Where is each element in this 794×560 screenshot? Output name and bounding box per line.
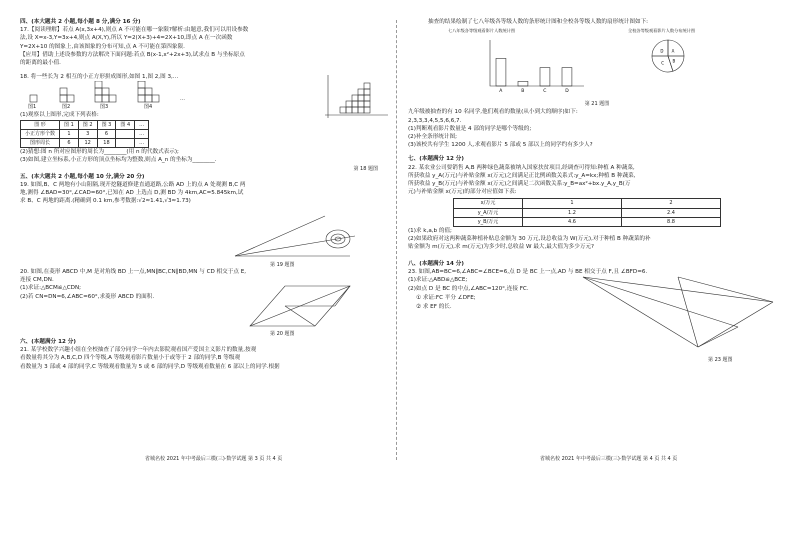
bar-label-A: A <box>499 89 503 95</box>
q22-sub2b: 贴金额为 m(万元),求 m(万元)为多少时,总收益 W 最大,最大值为多少万元? <box>408 244 595 251</box>
table-row <box>454 208 721 217</box>
bar-chart <box>478 36 588 96</box>
q21-line1: 21. 某学校数学兴趣小组在全校抽查了部分同学一年内去影院观看国产爱国主义影片的数量,按观 <box>20 347 257 354</box>
section5-title: 五、(本大题共 2 小题,每小题 10 分,满分 20 分) <box>20 173 145 180</box>
table-cell: 6 <box>97 129 116 138</box>
page3-footer: 省城名校 2021 年中考最后三模(三)·数学试题 第 3 页 共 4 页 <box>145 456 283 462</box>
table-cell: 图 2 <box>78 120 97 129</box>
q23-area <box>408 276 786 366</box>
table-cell <box>116 139 135 148</box>
bar-chart-axes <box>490 40 584 86</box>
q18-square-figures <box>20 81 220 111</box>
fig21-caption: 第 21 题图 <box>584 101 610 108</box>
table-cell: y_A/万元 <box>454 208 523 217</box>
chart2-title: 全校各等级观看影片人数分布统计图 <box>628 28 696 34</box>
bar-label-D: D <box>565 89 569 95</box>
exam-page-4 <box>408 18 786 528</box>
table-cell: 小正方形个数 <box>21 129 60 138</box>
q19-line2: 地,测得 ∠BAD=30°,∠CAD=60°,已知在 AD 上选点 D,测 BD 为 4km,AC=5.845km,试 <box>20 190 244 197</box>
table-cell: 8.8 <box>622 217 721 226</box>
q20-sub1: (1)求证:△BCM≌△CDN; <box>20 285 82 292</box>
table-cell: 2.4 <box>622 208 721 217</box>
table-row <box>21 129 149 138</box>
bar-label-C: C <box>543 89 547 95</box>
section7-title: 七、(本题满分 12 分) <box>408 156 464 163</box>
pie-label-D: D <box>660 48 664 54</box>
table-cell: 18 <box>97 139 116 148</box>
q22-line1: 22. 某农业公司要销售 A,B 两种绿色蔬菜被纳入国家扶贫项目,经调查可得知:种植 A 种蔬菜, <box>408 164 635 171</box>
q21-line3: 看数量为 3 部或 4 部的同学,C 等级观看数量为 5 或 6 部的同学,D 等级观看数量在 6 部以上的同学.根据 <box>20 363 280 370</box>
q21-line2: 看数量将其分为 A,B,C,D 四个等级,A 等级观看影片数量小于或等于 2 部的同学,B 等级观 <box>20 355 241 362</box>
fig2-square <box>60 88 67 95</box>
bar-C <box>540 68 550 86</box>
q20-line2: 连接 CM,DN. <box>20 276 54 283</box>
q19-line3: 求 B、C 两地的距离.(精确到 0.1 km,参考数据:√2≈1.41,√3≈1.73) <box>20 198 191 205</box>
page4-footer: 省城名校 2021 年中考最后三模(三)·数学试题 第 4 页 共 4 页 <box>540 456 678 462</box>
section4-title: 四、(本大题共 2 小题,每小题 8 分,满分 16 分) <box>20 19 141 25</box>
bar-B <box>518 82 528 87</box>
q21-intro: 抽查的结果绘制了七八年级各等级人数的条形统计图和全校各等级人数的扇形统计图如下: <box>428 19 649 25</box>
q21-text2: 2,3,3,3,4,5,5,6,6,7. <box>408 117 462 124</box>
bar-D <box>562 68 572 86</box>
q17-line1: 17.【阅读理解】若点 A(x,3x+4),则点 A 不可能在哪一象限?解析:由题意,我们可以用设参数 <box>20 27 249 34</box>
pie-chart <box>648 36 698 76</box>
q23-sub2b: ② 求 EF 的长. <box>416 304 452 311</box>
exam-page-3 <box>20 18 398 528</box>
q20-sub2: (2)若 CN=DN=6,∠ABC=60°,求菱形 ABCD 的面积. <box>20 294 155 301</box>
fig-ellipsis: … <box>180 96 185 103</box>
q23-sub1: (1)求证:△ABD≌△BCE; <box>408 277 468 284</box>
fig2-square <box>60 95 67 102</box>
pie-label-B: B <box>672 58 676 64</box>
fig2-square <box>67 95 74 102</box>
q22-line4: 元)与补贴金额 x(万元)的部分对应值如下表: <box>408 189 517 196</box>
table-row <box>454 199 721 208</box>
q18-sub1: (1)观察以上图形,完成下列表格: <box>20 112 99 119</box>
q22-sub2: (2)如果政府对这两种蔬菜种植补贴总金额为 30 万元,设总收益为 W(万元),对于种植 B 种蔬菜的补 <box>408 236 651 243</box>
q18-line1: 18. 将一些长为 2 相互的小正方形拼成图形,如图 1,图 2,图 3,… <box>20 74 179 81</box>
q23-sub2a: ① 求证:FC 平分 ∠DFE; <box>416 295 476 302</box>
bar-A <box>496 59 506 87</box>
fig4-label: 图4 <box>144 104 153 111</box>
bar-label-B: B <box>521 89 525 95</box>
table-cell: 3 <box>78 129 97 138</box>
table-cell: y_B/万元 <box>454 217 523 226</box>
q17-line5: 的距离的最小值. <box>20 60 61 67</box>
q20-rhombus-figure <box>240 276 360 332</box>
q17-line3: Y=2X+10 的图象上,由该图象的分布可知,点 A 不可能在第四象限. <box>20 43 185 50</box>
q17-line4: 【应用】借助上述设参数的方法解决下面问题:若点 B(x-1,x²+2x+3),试求点 B 与坐标原点 <box>20 51 245 58</box>
table-cell <box>116 129 135 138</box>
q18-sub3: (3)如图,建立坐标系,小正方形的顶点坐标均为整数,则点 A_n 的坐标为________. <box>20 157 217 164</box>
pie-label-A: A <box>671 48 675 54</box>
q23-triangle-figure <box>578 272 778 354</box>
q18-table <box>20 120 149 149</box>
q21-sub3: (3)该校共有学生 1200 人,求观看影片 5 部或 5 部以上的同学约有多少人? <box>408 142 593 149</box>
q17-line2: 法,设 X=x-3,Y=3x+4,则点 A(X,Y),所以 Y=2(X+3)+4=2X+10,即点 A 在一次函数 <box>20 35 233 42</box>
fig2-label: 图2 <box>62 104 71 111</box>
table-cell: 1 <box>523 199 622 208</box>
fig1-label: 图1 <box>28 104 37 111</box>
q22-line3: 所获收益 y_B(万元)与补贴金额 x(万元)之间满足二次函数关系:y_B=ax²+bx.y_A,y_B(万 <box>408 181 631 188</box>
table-cell: 1.2 <box>523 208 622 217</box>
table-cell: 图 1 <box>60 120 79 129</box>
section8-title: 八、(本题满分 14 分) <box>408 260 464 267</box>
q23-sub2: (2)如点 D 是 BC 的中点,∠ABC=120°,连接 FC. <box>408 286 529 293</box>
table-row <box>21 120 149 129</box>
q18-sub2: (2)猜想:图 n 所对应图形的周长为________(用 n 的代数式表示); <box>20 149 179 156</box>
fig23-caption: 第 23 题图 <box>708 357 733 364</box>
q20-line1: 20. 如图,在菱形 ABCD 中,M 是对角线 BD 上一点,MN∥BC,CN∥BD,MN 与 CD 相交于点 E, <box>20 268 247 275</box>
q21-sub1: (1)判断观看影片数量是 4 部的同学是哪个等级的; <box>408 125 532 132</box>
q21-sub2: (2)补全条形统计图; <box>408 134 457 141</box>
fig3-label: 图3 <box>100 104 109 111</box>
table-cell: 2 <box>622 199 721 208</box>
chart1-title: 七八年级各等级观看影片人数统计图 <box>448 28 516 34</box>
q23-line1: 23. 如图,AB=BC=6,∠ABC=∠BCE=6,点 D 是 BC 上一点,AD 与 BE 相交于点 F,且 ∠BFD=6. <box>408 268 648 275</box>
pie-label-C: C <box>661 60 665 66</box>
pie-slice-A <box>668 40 684 56</box>
table-cell: 4.6 <box>523 217 622 226</box>
q18-figures <box>20 81 398 111</box>
q22-sub1: (1)求 k,a,b 的值; <box>408 228 452 235</box>
q19-line1: 19. 如图,B、C 两地有小山阻隔,现开挖隧道修建直通道路,公路 AD 上的点 A 处观测 B,C 两 <box>20 182 246 189</box>
q18-coordinate-figure <box>320 73 390 121</box>
q22-table <box>453 198 721 227</box>
q19-geometry-figure <box>230 206 360 261</box>
table-cell: … <box>135 120 149 129</box>
table-cell: 图 形 <box>21 120 60 129</box>
section6-title: 六、(本题满分 12 分) <box>20 339 76 346</box>
table-cell: … <box>135 129 149 138</box>
table-row <box>21 139 149 148</box>
table-cell: 1 <box>60 129 79 138</box>
fig18-caption: 第 18 题图 <box>353 165 378 172</box>
table-cell: 图 4 <box>116 120 135 129</box>
q20-area <box>20 284 398 338</box>
q22-line2: 所获收益 y_A(万元)与补贴金额 x(万元)之间满足正比例函数关系式:y_A=kx;种植 B 种蔬菜, <box>408 172 636 179</box>
table-cell: 图 3 <box>97 120 116 129</box>
table-cell: 图形周长 <box>21 139 60 148</box>
fig20-caption: 第 20 题图 <box>270 331 295 338</box>
table-cell: … <box>135 139 149 148</box>
table-row <box>454 217 721 226</box>
table-cell: x/万元 <box>454 199 523 208</box>
q21-text1: 九年级被抽查的有 10 名同学,他们观看的数量(从小到大的顺序)如下: <box>408 109 578 116</box>
fig19-caption: 第 19 题图 <box>270 261 295 268</box>
q21-charts <box>408 26 786 100</box>
table-cell: 12 <box>78 139 97 148</box>
q19-figure-area <box>20 206 398 268</box>
table-cell: 6 <box>60 139 79 148</box>
fig1-square <box>30 95 37 102</box>
